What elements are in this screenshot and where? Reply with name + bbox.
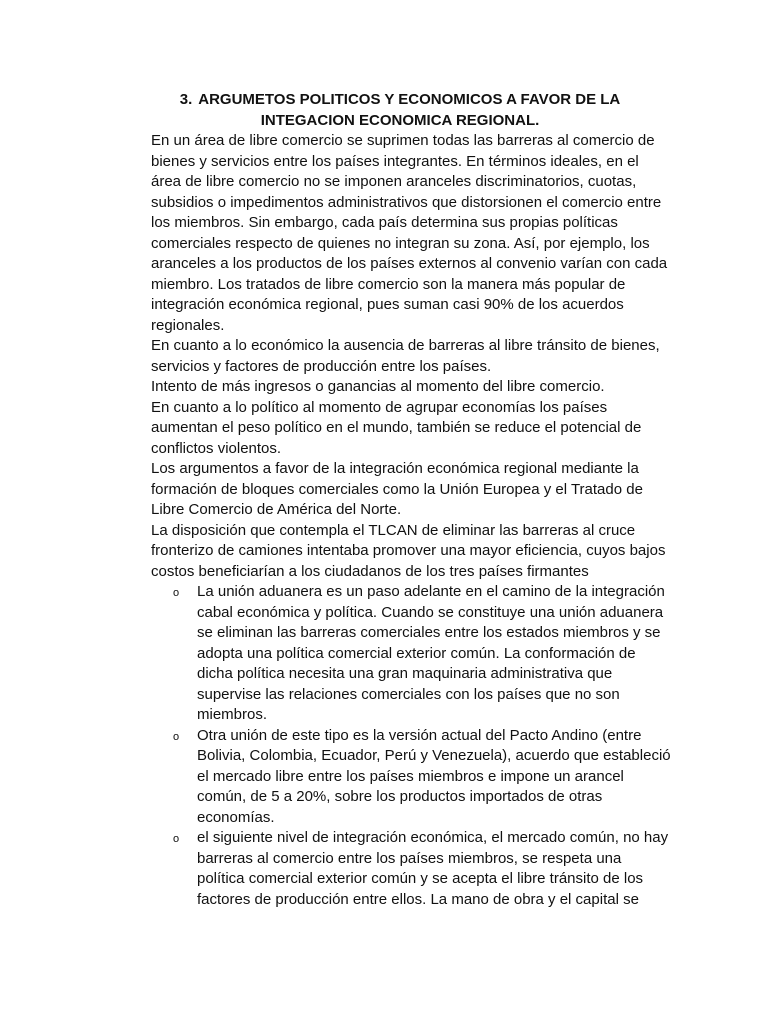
- bullet-text-1: La unión aduanera es un paso adelante en el camino de la integración cabal económica y política. Cuando se constituye una unión aduanera se eliminan las barreras comerciales entre los estados miembros y se adopta una política comercial exterior común. La conformación de dicha política necesita una gran maquinaria administrativa que supervise las relaciones comerciales con los países que no son miembros.: [197, 583, 665, 723]
- bullet-text-2: Otra unión de este tipo es la versión actual del Pacto Andino (entre Bolivia, Colombia, Ecuador, Perú y Venezuela), acuerdo que estableció el mercado libre entre los países miembros e impone un arancel común, de 5 a 20%, sobre los productos importados de otras economías.: [197, 726, 671, 826]
- paragraph-4: En cuanto a lo político al momento de agrupar economías los países aumentan el peso político en el mundo, también se reduce el potencial de conflictos violentos.: [151, 398, 642, 457]
- paragraph-2: En cuanto a lo económico la ausencia de barreras al libre tránsito de bienes, servicios y factores de producción entre los países.: [151, 337, 660, 375]
- paragraph-3: Intento de más ingresos o ganancias al momento del libre comercio.: [151, 378, 605, 395]
- paragraph-5: Los argumentos a favor de la integración económica regional mediante la formación de bloques comerciales como la Unión Europea y el Tratado de Libre Comercio de América del Norte.: [151, 460, 643, 518]
- heading-line-1: [150, 90, 650, 111]
- bullet-item: [151, 582, 671, 726]
- paragraph-1: En un área de libre comercio se suprimen todas las barreras al comercio de bienes y servicios entre los países integrantes. En términos ideales, en el área de libre comercio no se imponen aranceles discriminatorios, cuotas, subsidios o impedimentos administrativos que distorsionen el comercio entre los miembros. Sin embargo, cada país determina sus propias políticas comerciales respecto de quienes no integran su zona. Así, por ejemplo, los aranceles a los productos de los países externos al convenio varían con cada miembro. Los tratados de libre comercio son la manera más popular de integración económica regional, pues suman casi 90% de los acuerdos regionales.: [151, 132, 668, 334]
- document-body: [151, 131, 671, 910]
- bullet-item: [151, 828, 671, 910]
- heading-line-2: INTEGACION ECONOMICA REGIONAL.: [260, 111, 540, 129]
- heading-text-1: ARGUMETOS POLITICOS Y ECONOMICOS A FAVOR DE LA: [198, 91, 621, 108]
- bullet-marker-icon: o: [173, 833, 180, 845]
- section-heading: [150, 90, 650, 131]
- section-number: 3.: [179, 91, 193, 108]
- bullet-list: [151, 582, 671, 910]
- bullet-text-3: el siguiente nivel de integración económica, el mercado común, no hay barreras al comercio entre los países miembros, se respeta una política comercial exterior común y se acepta el libre tránsito de los factores de producción entre ellos. La mano de obra y el capital se: [197, 829, 669, 908]
- bullet-marker-icon: o: [173, 587, 180, 599]
- paragraph-6: La disposición que contempla el TLCAN de eliminar las barreras al cruce fronterizo de camiones intentaba promover una mayor eficiencia, cuyos bajos costos beneficiarían a los ciudadanos de los tres países firmantes: [151, 521, 666, 580]
- bullet-item: [151, 726, 671, 829]
- bullet-marker-icon: o: [173, 730, 180, 743]
